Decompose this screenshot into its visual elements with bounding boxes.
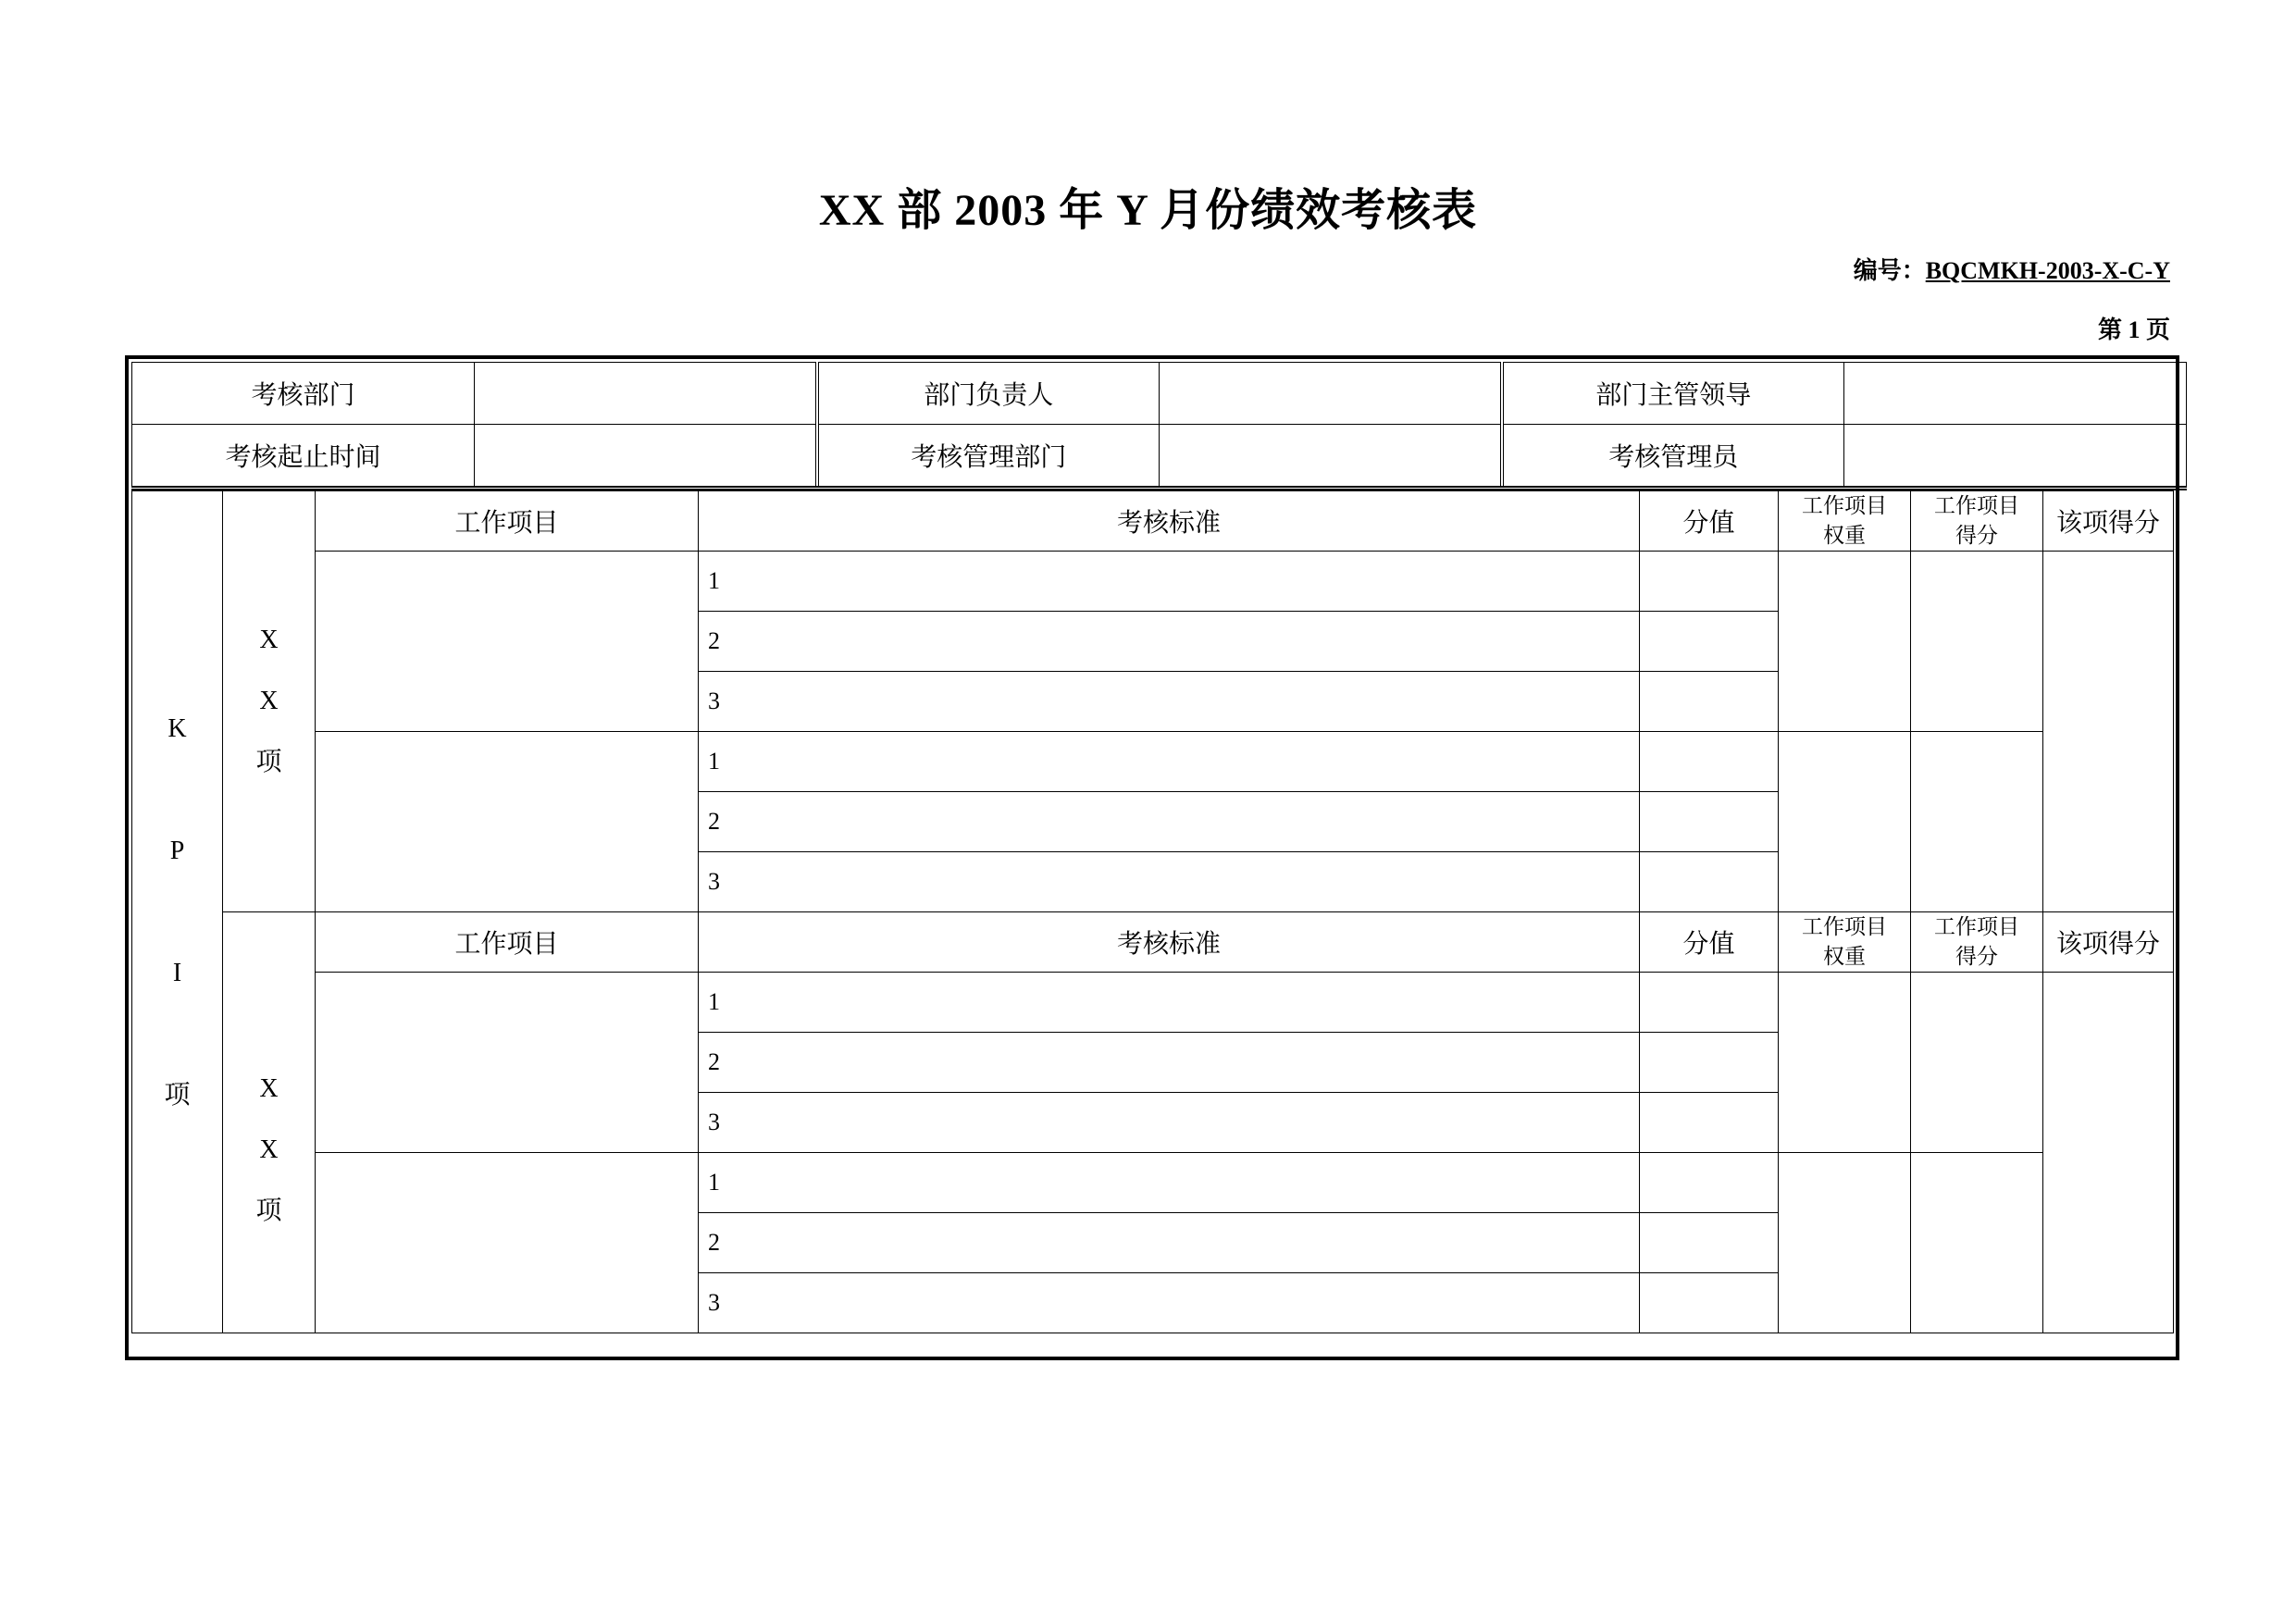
work-item-cell[interactable] [316, 973, 699, 1153]
total-cell[interactable] [2043, 552, 2174, 912]
total-cell[interactable] [2043, 973, 2174, 1333]
table-row [132, 552, 2174, 612]
item-score-cell[interactable] [1911, 552, 2043, 732]
standard-cell[interactable]: 2 [699, 1033, 1640, 1093]
standard-cell[interactable]: 2 [699, 792, 1640, 852]
col-standard: 考核标准 [699, 912, 1640, 973]
page-title: XX 部 2003 年 Y 月份绩效考核表 [818, 186, 1478, 235]
col-total: 该项得分 [2043, 491, 2174, 552]
table-row [132, 1153, 2174, 1213]
label-dept-head: 部门负责人 [817, 363, 1160, 425]
header-table [131, 362, 2187, 490]
score-cell[interactable] [1640, 1213, 1779, 1273]
label-supervisor: 部门主管领导 [1502, 363, 1844, 425]
field-supervisor[interactable] [1844, 363, 2187, 425]
standard-cell[interactable]: 1 [699, 552, 1640, 612]
label-dept: 考核部门 [132, 363, 475, 425]
score-cell[interactable] [1640, 852, 1779, 912]
item-score-cell[interactable] [1911, 973, 2043, 1153]
col-score: 分值 [1640, 491, 1779, 552]
kpi-label: K P I 项 [132, 491, 223, 1333]
standard-cell[interactable]: 3 [699, 1093, 1640, 1153]
table-row [132, 973, 2174, 1033]
score-cell[interactable] [1640, 1033, 1779, 1093]
field-period[interactable] [475, 425, 817, 489]
col-item-score: 工作项目 得分 [1911, 912, 2043, 973]
score-cell[interactable] [1640, 612, 1779, 672]
label-mgmt-dept: 考核管理部门 [817, 425, 1160, 489]
label-period: 考核起止时间 [132, 425, 475, 489]
col-total: 该项得分 [2043, 912, 2174, 973]
table-row [132, 732, 2174, 792]
work-item-cell[interactable] [316, 1153, 699, 1333]
standard-cell[interactable]: 3 [699, 1273, 1640, 1333]
standard-cell[interactable]: 1 [699, 1153, 1640, 1213]
document-code [1854, 252, 2170, 286]
score-cell[interactable] [1640, 672, 1779, 732]
score-cell[interactable] [1640, 732, 1779, 792]
score-cell[interactable] [1640, 552, 1779, 612]
col-standard: 考核标准 [699, 491, 1640, 552]
col-score: 分值 [1640, 912, 1779, 973]
col-item-score: 工作项目 得分 [1911, 491, 2043, 552]
standard-cell[interactable]: 3 [699, 852, 1640, 912]
assessment-form [125, 355, 2179, 1360]
score-cell[interactable] [1640, 1273, 1779, 1333]
field-dept[interactable] [475, 363, 817, 425]
item-score-cell[interactable] [1911, 1153, 2043, 1333]
standard-cell[interactable]: 3 [699, 672, 1640, 732]
standard-cell[interactable]: 2 [699, 612, 1640, 672]
standard-cell[interactable]: 1 [699, 973, 1640, 1033]
field-admin[interactable] [1844, 425, 2187, 489]
weight-cell[interactable] [1779, 973, 1911, 1153]
standard-cell[interactable]: 2 [699, 1213, 1640, 1273]
section-1-header [132, 491, 2174, 552]
col-weight: 工作项目 权重 [1779, 491, 1911, 552]
section-2-label: X X 项 [223, 912, 316, 1333]
work-item-cell[interactable] [316, 552, 699, 732]
col-work-item: 工作项目 [316, 912, 699, 973]
section-1-label: X X 项 [223, 491, 316, 912]
field-mgmt-dept[interactable] [1160, 425, 1502, 489]
work-item-cell[interactable] [316, 732, 699, 912]
standard-cell[interactable]: 1 [699, 732, 1640, 792]
kpi-table [131, 490, 2174, 1333]
score-cell[interactable] [1640, 1153, 1779, 1213]
weight-cell[interactable] [1779, 552, 1911, 732]
header-row [132, 363, 2187, 425]
col-work-item: 工作项目 [316, 491, 699, 552]
score-cell[interactable] [1640, 973, 1779, 1033]
item-score-cell[interactable] [1911, 732, 2043, 912]
field-dept-head[interactable] [1160, 363, 1502, 425]
weight-cell[interactable] [1779, 732, 1911, 912]
code-label: 编号： [1853, 257, 1926, 284]
header-row [132, 425, 2187, 489]
score-cell[interactable] [1640, 1093, 1779, 1153]
col-weight: 工作项目 权重 [1779, 912, 1911, 973]
code-value: BQCMKH-2003-X-C-Y [1925, 257, 2170, 284]
page-number: 第 1 页 [2097, 316, 2170, 343]
section-2-header [132, 912, 2174, 973]
label-admin: 考核管理员 [1502, 425, 1844, 489]
score-cell[interactable] [1640, 792, 1779, 852]
weight-cell[interactable] [1779, 1153, 1911, 1333]
